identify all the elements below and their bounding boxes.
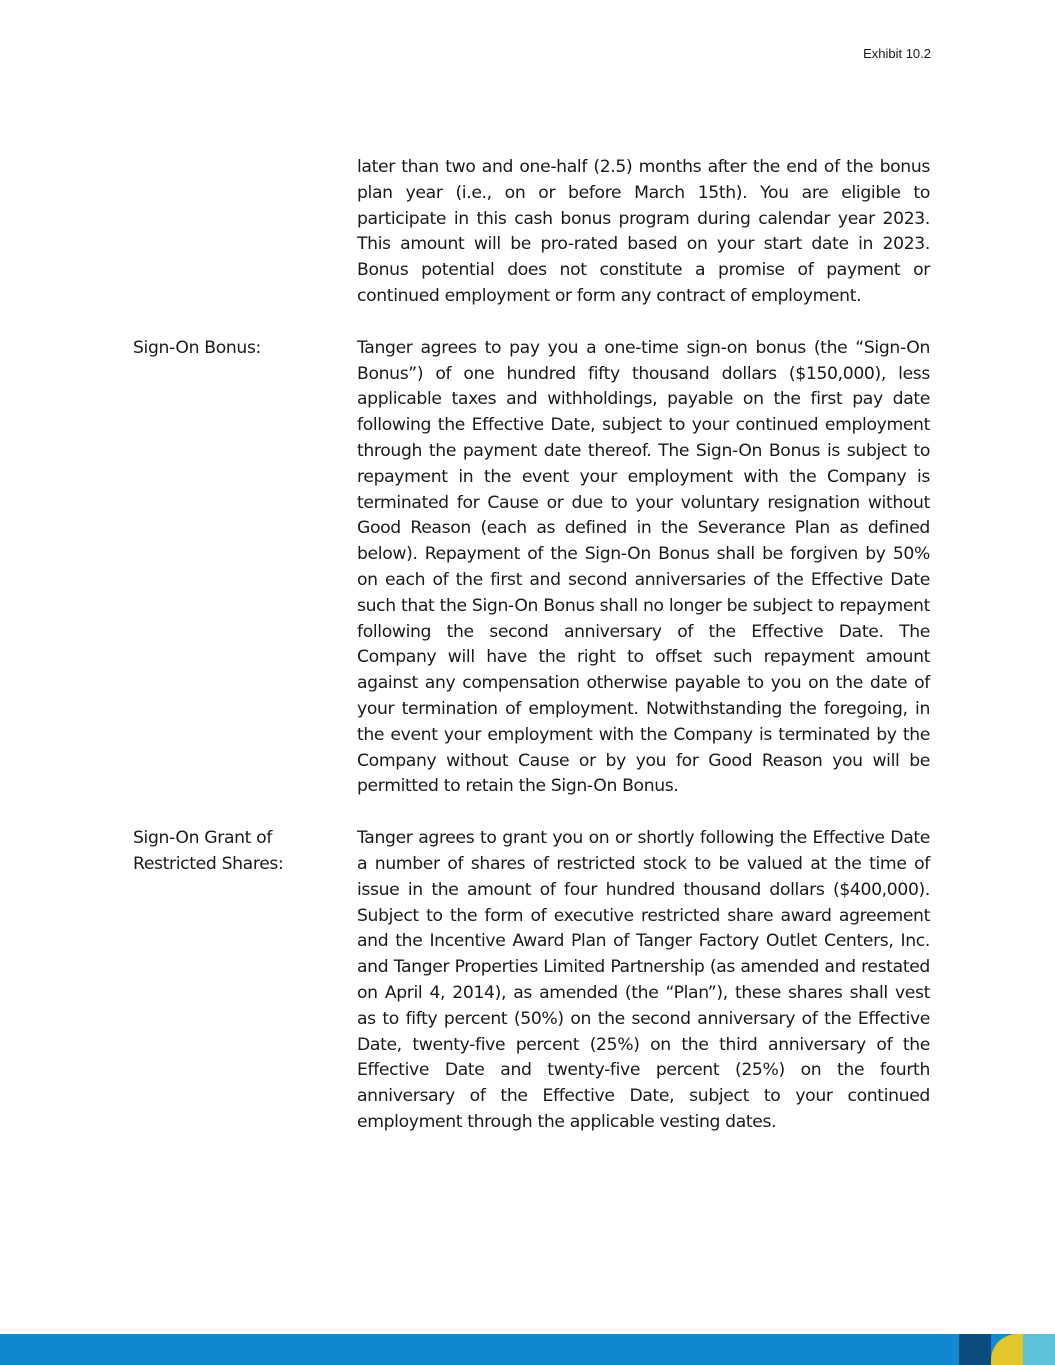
bonus-timing-paragraph	[0, 155, 1055, 310]
document-body	[0, 155, 1055, 1136]
section-text: Tanger agrees to grant you on or shortly following the Effective Date a number of shares of restricted stock to be valued at the time of issue in the amount of four hundred thousand dollars ($400,000). Subject to the form of executive restricted share award agreement and the Incentive Award Plan of Tanger Factory Outlet Centers, Inc. and Tanger Properties Limited Partnership (as amended and restated on April 4, 2014), as amended (the “Plan”), these shares shall vest as to fifty percent (50%) on the second anniversary of the Effective Date, twenty-five percent (25%) on the third anniversary of the Effective Date and twenty-five percent (25%) on the fourth anniversary of the Effective Date, subject to your continued employment through the applicable vesting dates.	[357, 828, 930, 1132]
footer-accent-navy	[959, 1334, 991, 1365]
section-text: Tanger agrees to pay you a one-time sign-on bonus (the “Sign-On Bonus”) of one hundred fifty thousand dollars ($150,000), less applicable taxes and withholdings, payable on the first pay date following the Effective Date, subject to your continued employment through the payment date thereof. The Sign-On Bonus is subject to repayment in the event your employment with the Company is terminated for Cause or due to your voluntary resignation without Good Reason (each as defined in the Severance Plan as defined below). Repayment of the Sign-On Bonus shall be forgiven by 50% on each of the first and second anniversaries of the Effective Date such that the Sign-On Bonus shall no longer be subject to repayment following the second anniversary of the Effective Date. The Company will have the right to offset such repayment amount against any compensation otherwise payable to you on the date of your termination of employment. Notwithstanding the foregoing, in the event your employment with the Company is terminated by the Company without Cause or by you for Good Reason you will be permitted to retain the Sign-On Bonus.	[357, 337, 930, 797]
restricted-shares-paragraph	[0, 826, 1055, 1136]
sign-on-bonus-paragraph	[0, 336, 1055, 800]
section-label: Sign-On Bonus:	[133, 337, 261, 358]
exhibit-number: Exhibit 10.2	[863, 46, 931, 61]
footer-accent-yellow	[991, 1334, 1023, 1365]
section-label: Sign-On Grant of Restricted Shares:	[133, 828, 284, 874]
footer-bar	[0, 1334, 1055, 1365]
footer-accent-teal	[1023, 1334, 1055, 1365]
section-text: later than two and one-half (2.5) months after the end of the bonus plan year (i.e., on or before March 15th). You are eligible to participate in this cash bonus program during calendar year 2023. This amount will be pro-rated based on your start date in 2023. Bonus potential does not constitute a promise of payment or continued employment or form any contract of employment.	[357, 157, 930, 306]
